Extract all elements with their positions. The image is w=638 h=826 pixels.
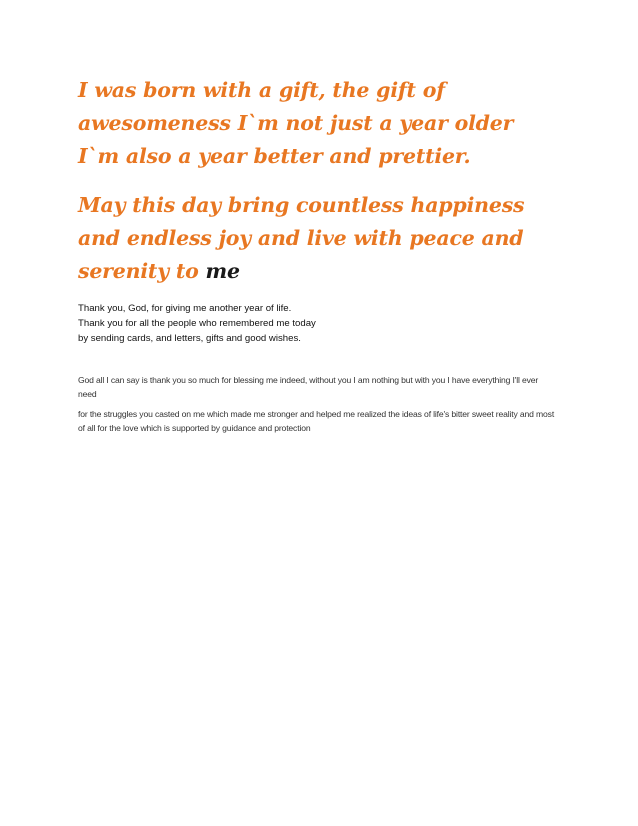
thanks-line: by sending cards, and letters, gifts and good wishes. — [78, 333, 301, 344]
thanks-line: Thank you, God, for giving me another year of life. — [78, 303, 292, 314]
thanks-line: Thank you for all the people who remembered me today — [78, 318, 316, 329]
thanks-block — [78, 301, 558, 346]
wish-heading-text: May this day bring countless happiness and endless joy and live with peace and serenity to — [78, 193, 525, 283]
wish-heading-emphasis: me — [205, 259, 240, 283]
greeting-heading — [78, 74, 558, 173]
struggles-paragraph: for the struggles you casted on me which made me stronger and helped me realized the ideas of life's bitter sweet reality and most of all for the love which is supported by guidance and protection — [78, 409, 555, 433]
wish-heading — [78, 189, 558, 288]
greeting-heading-text: I was born with a gift, the gift of awesomeness I`m not just a year older I`m also a year better and prettier. — [78, 78, 514, 168]
gratitude-paragraph: God all I can say is thank you so much for blessing me indeed, without you I am nothing but with you I have everything I'll ever need — [78, 375, 539, 399]
